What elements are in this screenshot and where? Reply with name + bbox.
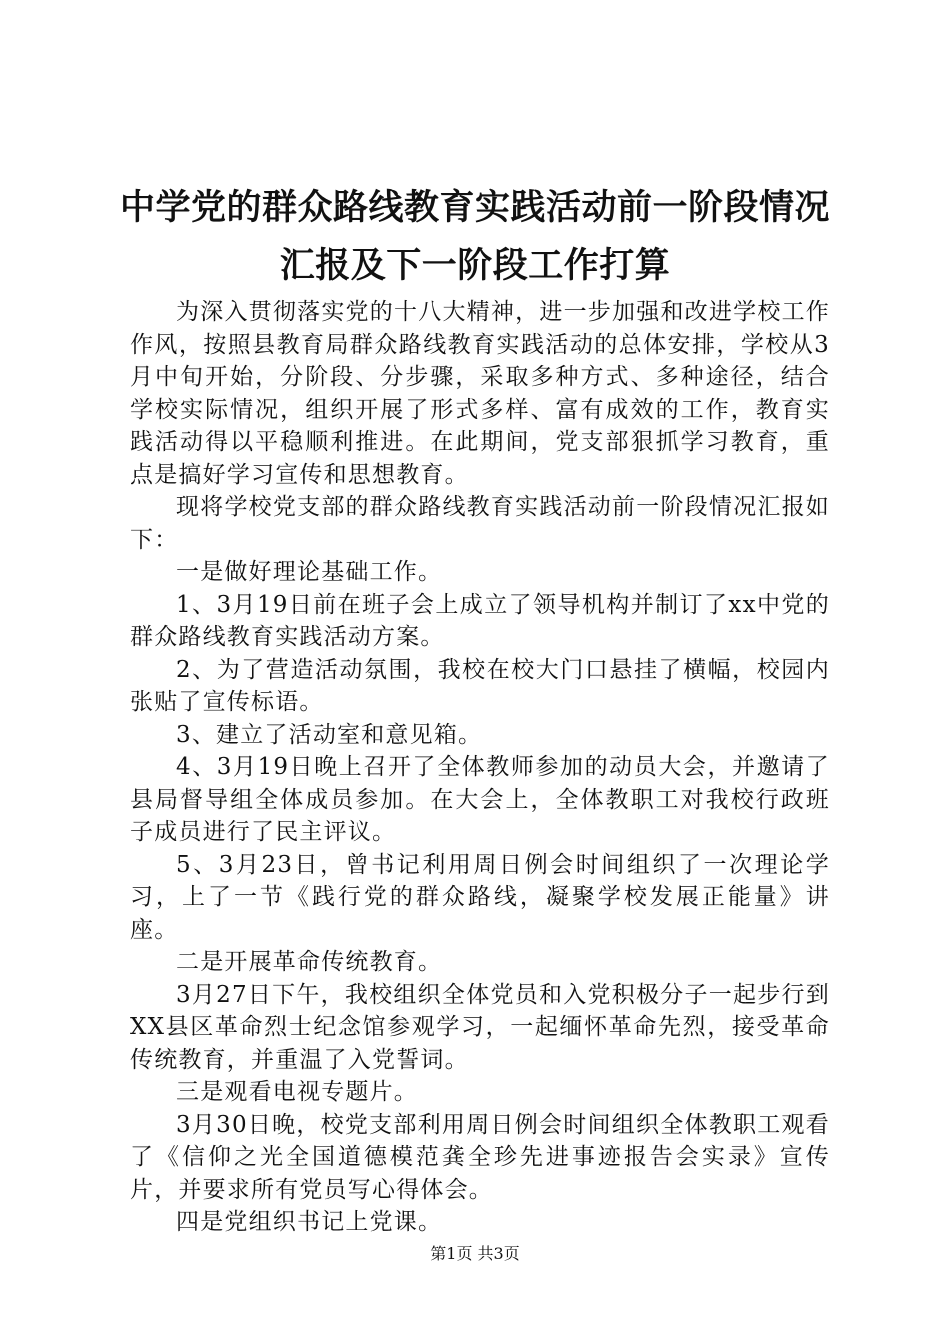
- page-number-footer: 第1页 共3页: [430, 1244, 520, 1263]
- paragraph-item-4: 4、3月19日晚上召开了全体教师参加的动员大会，并邀请了县局督导组全体成员参加。在大会上，全体教职工对我校行政班子成员进行了民主评议。: [130, 754, 830, 845]
- paragraph-item-2: 2、为了营造活动氛围，我校在校大门口悬挂了横幅，校园内张贴了宣传标语。: [130, 656, 830, 715]
- paragraph-item-1: 1、3月19日前在班子会上成立了领导机构并制订了xx中党的群众路线教育实践活动方案。: [130, 591, 830, 650]
- paragraph-memorial-visit: 3月27日下午，我校组织全体党员和入党积极分子一起步行到XX县区革命烈士纪念馆参观学习，一起缅怀革命先烈，接受革命传统教育，并重温了入党誓词。: [130, 981, 830, 1073]
- paragraph-intro: 为深入贯彻落实党的十八大精神，进一步加强和改进学校工作作风，按照县教育局群众路线教育实践活动的总体安排，学校从3月中旬开始，分阶段、分步骤，采取多种方式、多种途径，结合学校实际情况，组织开展了形式多样、富有成效的工作，教育实践活动得以平稳顺利推进。在此期间，党支部狠抓学习教育，重点是搞好学习宣传和思想教育。: [130, 299, 830, 488]
- document-title-line-1: 中学党的群众路线教育实践活动前一阶段情况: [119, 188, 830, 228]
- heading-party-lecture: 四是党组织书记上党课。: [176, 1209, 443, 1235]
- document-body: [130, 296, 830, 1239]
- heading-tv-special: 三是观看电视专题片。: [176, 1079, 418, 1105]
- paragraph-item-3: 3、建立了活动室和意见箱。: [176, 721, 483, 748]
- paragraph-report-lead: 现将学校党支部的群众路线教育实践活动前一阶段情况汇报如下：: [130, 494, 830, 553]
- paragraph-tv-viewing: 3月30日晚，校党支部利用周日例会时间组织全体教职工观看了《信仰之光全国道德模范龚全珍先进事迹报告会实录》宣传片，并要求所有党员写心得体会。: [130, 1111, 830, 1203]
- heading-theory-foundation: 一是做好理论基础工作。: [176, 559, 443, 585]
- document-title-line-2: 汇报及下一阶段工作打算: [279, 246, 671, 286]
- paragraph-item-5: 5、3月23日，曾书记利用周日例会时间组织了一次理论学习，上了一节《践行党的群众路线，凝聚学校发展正能量》讲座。: [130, 851, 830, 943]
- heading-revolutionary-tradition: 二是开展革命传统教育。: [176, 949, 443, 975]
